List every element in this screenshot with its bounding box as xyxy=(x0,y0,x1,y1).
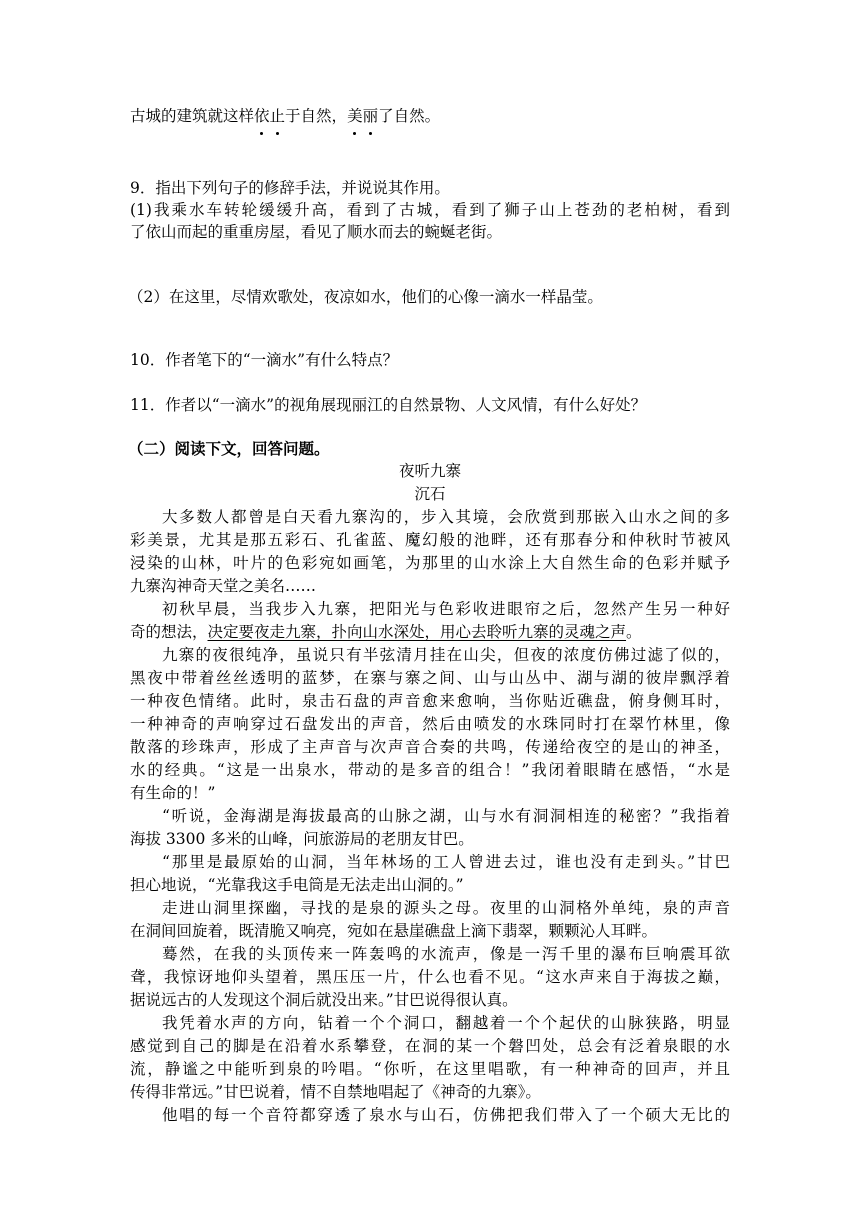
question-9: 9．指出下列句子的修辞手法，并说说其作用。 xyxy=(130,179,450,197)
emphasis-char: 止 xyxy=(270,104,286,128)
paragraph-2-line: 初秋早晨，当我步入九寨，把阳光与色彩收进眼帘之后，忽然产生另一种好 xyxy=(162,600,730,618)
top-text-c: 了自然。 xyxy=(378,107,441,125)
question-9-1-line1: (1)我乘水车转轮缓缓升高，看到了古城，看到了狮子山上苍劲的老柏树，看到 xyxy=(130,201,730,219)
paragraph-9-line: 他唱的每一个音符都穿透了泉水与山石，仿佛把我们带入了一个硕大无比的 xyxy=(162,1106,730,1124)
paragraph-1-line: 彩美景，尤其是那五彩石、孔雀蓝、魔幻般的池畔，还有那春分和仲秋时节被风 xyxy=(130,531,730,549)
paragraph-4-line: 海拔 3300 多米的山峰，问旅游局的老朋友甘巴。 xyxy=(130,830,474,848)
article-author: 沉石 xyxy=(414,485,446,503)
top-text-a: 古城的建筑就这样 xyxy=(130,107,255,125)
paragraph-7-line: 聋，我惊讶地仰头望着，黑压压一片，什么也看不见。“这水声来自于海拔之巅， xyxy=(130,968,730,986)
top-sentence xyxy=(130,104,730,128)
question-9-2: （2）在这里，尽情欢歌处，夜凉如水，他们的心像一滴水一样晶莹。 xyxy=(128,288,603,306)
emphasis-char: 丽 xyxy=(363,104,379,128)
top-text-b: 于自然， xyxy=(285,107,348,125)
paragraph-3-line: 散落的珍珠声，形成了主声音与次声音合奏的共鸣，传递给夜空的是山的神圣， xyxy=(130,738,730,756)
paragraph-3-line: 一种神奇的声响穿过石盘发出的声音，然后由喷发的水珠同时打在翠竹林里，像 xyxy=(130,715,730,733)
paragraph-1-line: 浸染的山林，叶片的色彩宛如画笔，为那里的山水涂上大自然生命的色彩并赋予 xyxy=(130,554,730,572)
paragraph-3-line: 九寨的夜很纯净，虽说只有半弦清月挂在山尖，但夜的浓度仿佛过滤了似的， xyxy=(162,646,730,664)
paragraph-7-line: 蓦然，在我的头顶传来一阵轰鸣的水流声，像是一泻千里的瀑布巨响震耳欲 xyxy=(162,945,730,963)
paragraph-7-line: 据说远古的人发现这个洞后就没出来。”甘巴说得很认真。 xyxy=(130,991,518,1009)
paragraph-8-line: 流，静谧之中能听到泉的吟唱。“你听，在这里唱歌，有一种神奇的回声，并且 xyxy=(130,1060,730,1078)
paragraph-6-line: 在洞间回旋着，既清脆又响亮，宛如在悬崖礁盘上滴下翡翠，颗颗沁人耳畔。 xyxy=(130,922,658,940)
paragraph-8-line: 感觉到自己的脚是在沿着水系攀登，在洞的某一个磐凹处，总会有泛着泉眼的水 xyxy=(130,1037,730,1055)
question-9-1-line2: 了依山而起的重重房屋，看见了顺水而去的蜿蜒老街。 xyxy=(130,223,503,241)
paragraph-3-line: 黑夜中带着丝丝透明的蓝梦，在寨与寨之间、山与山丛中、湖与湖的彼岸飘浮着 xyxy=(130,669,730,687)
paragraph-1-line: 大多数人都曾是白天看九寨沟的，步入其境，会欣赏到那嵌入山水之间的多 xyxy=(162,508,730,526)
paragraph-8-line: 传得非常远。”甘巴说着，情不自禁地唱起了《神奇的九寨》。 xyxy=(130,1083,541,1101)
paragraph-1-line: 九寨沟神奇天堂之美名…… xyxy=(130,577,317,595)
paragraph-6-line: 走进山洞里探幽，寻找的是泉的源头之母。夜里的山洞格外单纯，泉的声音 xyxy=(162,899,730,917)
paragraph-3-line: 有生命的！” xyxy=(130,784,216,802)
question-11: 11．作者以“一滴水”的视角展现丽江的自然景物、人文风情，有什么好处？ xyxy=(130,396,647,414)
paragraph-3-line: 一种夜色情绪。此时，泉击石盘的声音愈来愈响，当你贴近礁盘，俯身侧耳时， xyxy=(130,692,730,710)
section-heading: （二）阅读下文，回答问题。 xyxy=(128,440,330,458)
paragraph-3-line: 水的经典。“这是一出泉水，带动的是多音的组合！”我闭着眼睛在感悟，“水是 xyxy=(130,761,730,779)
underlined-sentence: 决定要夜走九寨，扑向山水深处，用心去聆听九寨的灵魂之声 xyxy=(207,623,627,641)
paragraph-5-line: “那里是最原始的山洞，当年林场的工人曾进去过，谁也没有走到头。”甘巴 xyxy=(162,853,730,871)
paragraph-8-line: 我凭着水声的方向，钻着一个个洞口，翻越着一个个起伏的山脉狭路，明显 xyxy=(162,1014,730,1032)
emphasis-char: 美 xyxy=(347,104,363,128)
emphasis-char: 依 xyxy=(254,104,270,128)
paragraph-2-line xyxy=(130,620,730,644)
question-10: 10．作者笔下的“一滴水”有什么特点？ xyxy=(130,351,399,369)
paragraph-5-line: 担心地说，“光靠我这手电筒是无法走出山洞的。” xyxy=(130,876,464,894)
paragraph-4-line: “听说，金海湖是海拔最高的山脉之湖，山与水有洞洞相连的秘密？”我指着 xyxy=(162,807,730,825)
article-title: 夜听九寨 xyxy=(398,462,461,480)
paragraph-2-text: 奇的想法， xyxy=(130,623,208,641)
paragraph-2-text: 。 xyxy=(626,623,642,641)
